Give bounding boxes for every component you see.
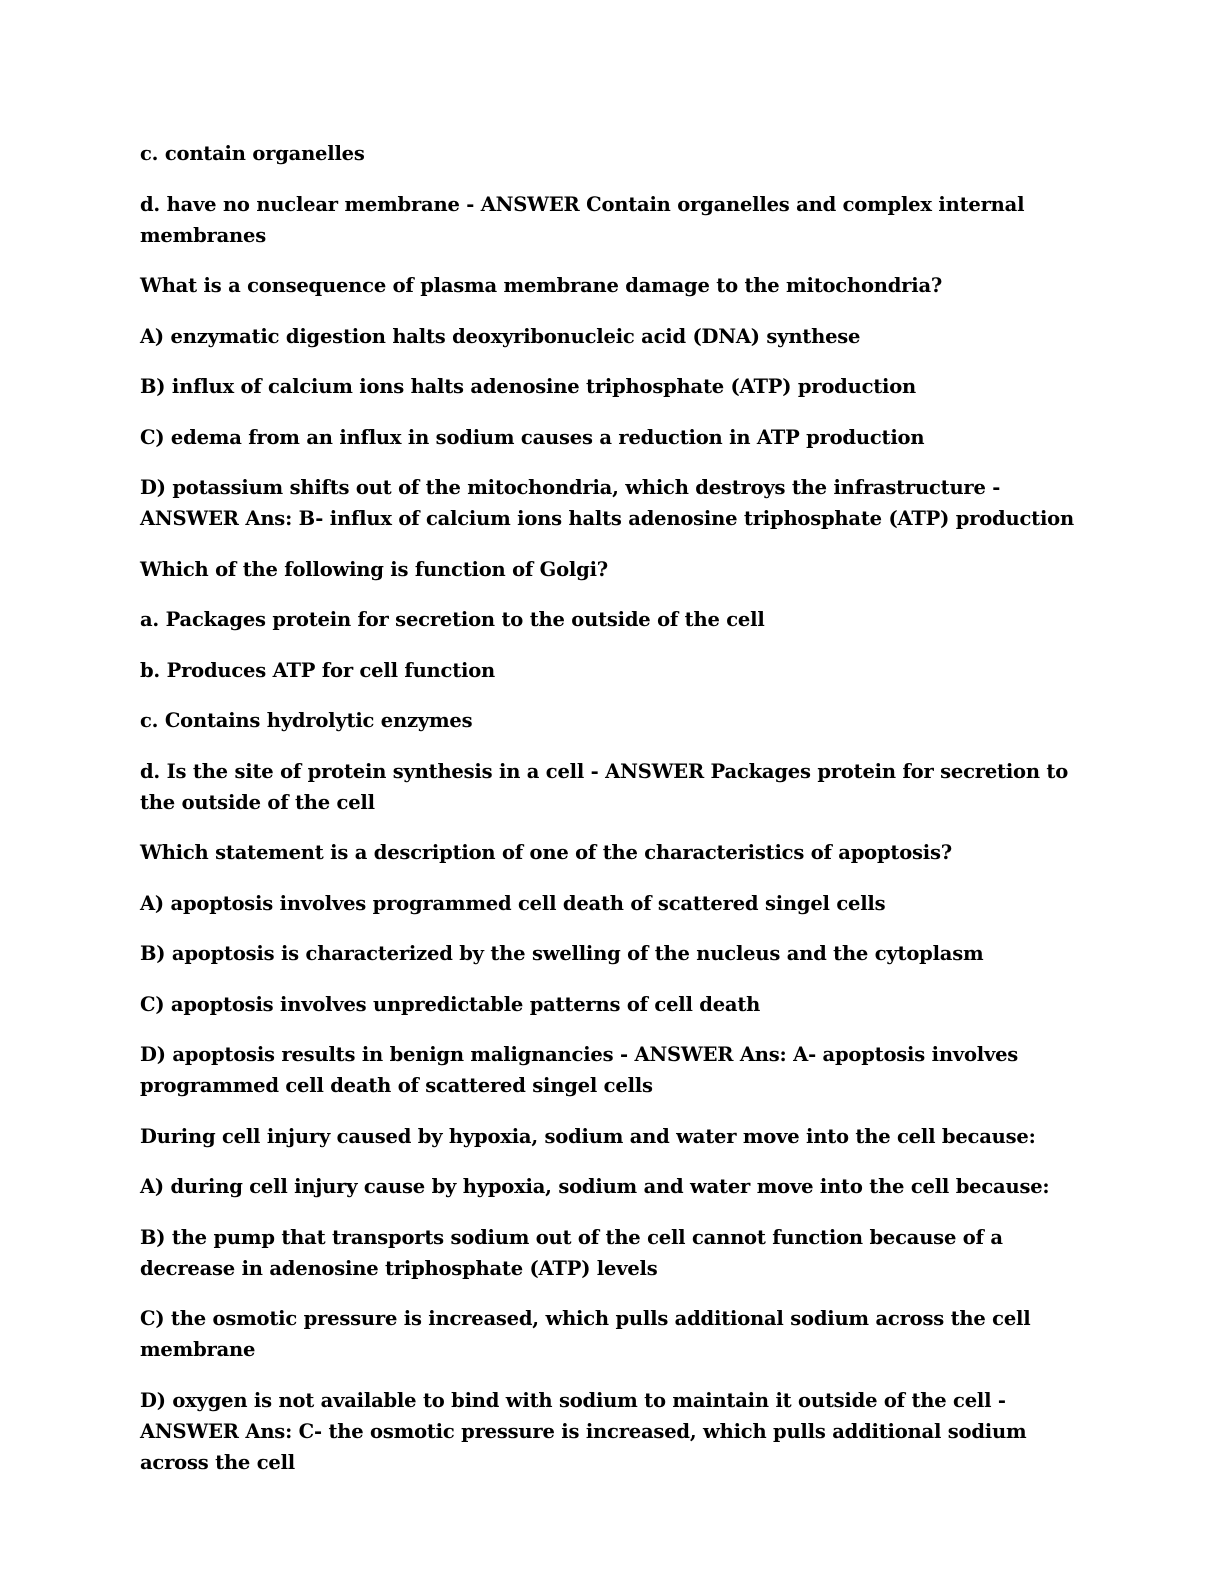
document-page	[140, 138, 1085, 1497]
answer-option: B) apoptosis is characterized by the swelling of the nucleus and the cytoplasm	[140, 942, 984, 965]
answer-option: B) the pump that transports sodium out of the cell cannot function because of a decrease in adenosine triphosphate (ATP) levels	[140, 1225, 1003, 1280]
answer-option: b. Produces ATP for cell function	[140, 658, 495, 682]
answer-option-with-answer: D) potassium shifts out of the mitochondria, which destroys the infrastructure - ANSWER Ans: B- influx of calcium ions halts adenosine triphosphate (ATP) production	[140, 476, 1074, 530]
answer-option: c. contain organelles	[140, 142, 365, 165]
answer-option: C) apoptosis involves unpredictable patterns of cell death	[140, 992, 761, 1016]
answer-option-with-answer: d. have no nuclear membrane - ANSWER Contain organelles and complex internal membranes	[140, 192, 1025, 247]
answer-option-with-answer: d. Is the site of protein synthesis in a cell - ANSWER Packages protein for secretion to the outside of the cell	[140, 759, 1069, 814]
answer-option: A) during cell injury cause by hypoxia, sodium and water move into the cell because:	[140, 1175, 1050, 1198]
answer-option-with-answer: D) apoptosis results in benign malignancies - ANSWER Ans: A- apoptosis involves programmed cell death of scattered singel cells	[140, 1043, 1019, 1097]
question: Which statement is a description of one of the characteristics of apoptosis?	[140, 841, 952, 864]
answer-option: C) edema from an influx in sodium causes a reduction in ATP production	[140, 425, 925, 449]
answer-option: C) the osmotic pressure is increased, which pulls additional sodium across the cell membrane	[140, 1307, 1031, 1361]
question: During cell injury caused by hypoxia, sodium and water move into the cell because:	[140, 1124, 1036, 1148]
question: Which of the following is function of Golgi?	[140, 557, 608, 581]
answer-option: A) enzymatic digestion halts deoxyribonucleic acid (DNA) synthese	[140, 324, 861, 348]
answer-option: B) influx of calcium ions halts adenosine triphosphate (ATP) production	[140, 375, 917, 398]
question: What is a consequence of plasma membrane damage to the mitochondria?	[140, 274, 943, 297]
answer-option: c. Contains hydrolytic enzymes	[140, 709, 473, 732]
answer-option: A) apoptosis involves programmed cell death of scattered singel cells	[140, 891, 886, 915]
answer-option-with-answer: D) oxygen is not available to bind with sodium to maintain it outside of the cell - ANSWER Ans: C- the osmotic pressure is increased, which pulls additional sodium across the cell	[140, 1388, 1027, 1474]
answer-option: a. Packages protein for secretion to the outside of the cell	[140, 608, 765, 631]
